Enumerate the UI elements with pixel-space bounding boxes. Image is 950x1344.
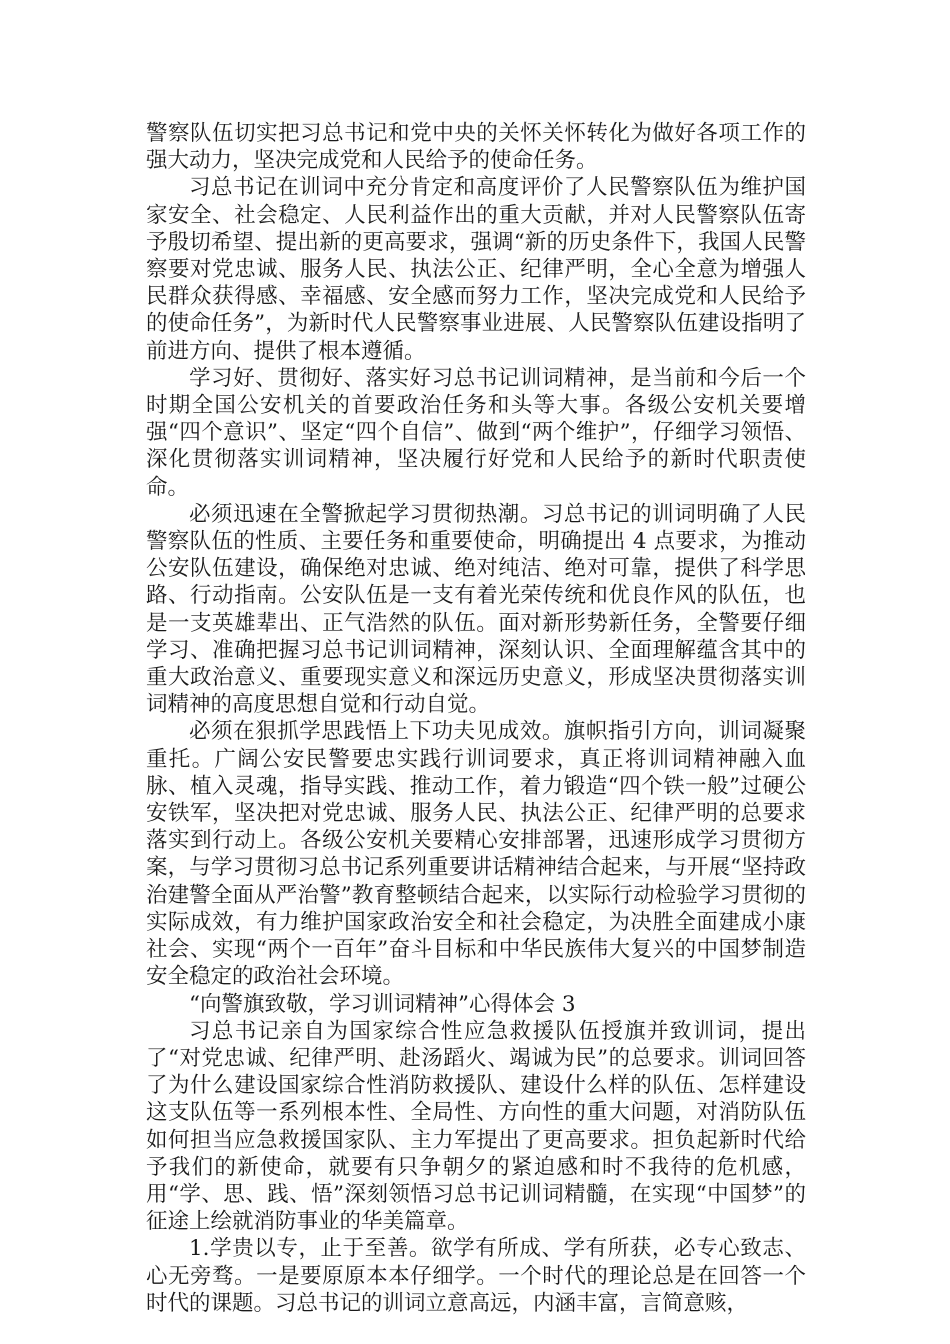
paragraph: 必须在狠抓学思践悟上下功夫见成效。旗帜指引方向，训词凝聚重托。广阔公安民警要忠实践行训词要求，真正将训词精神融入血脉、植入灵魂，指导实践、推动工作，着力锻造“四个铁一般”过硬公安铁军，坚决把对党忠诚、服务人民、执法公正、纪律严明的总要求落实到行动上。各级公安机关要精心安排部署，迅速形成学习贯彻方案，与学习贯彻习总书记系列重要讲话精神结合起来，与开展“坚持政治建警全面从严治警”教育整顿结合起来，以实际行动检验学习贯彻的实际成效，有力维护国家政治安全和社会稳定，为决胜全面建成小康社会、实现“两个一百年”奋斗目标和中华民族伟大复兴的中国梦制造安全稳定的政治社会环境。 [146,719,806,990]
paragraph: 习总书记亲自为国家综合性应急救援队伍授旗并致训词，提出了“对党忠诚、纪律严明、赴汤蹈火、竭诚为民”的总要求。训词回答了为什么建设国家综合性消防救援队、建设什么样的队伍、怎样建设这支队伍等一系列根本性、全局性、方向性的重大问题，对消防队伍如何担当应急救援国家队、主力军提出了更高要求。担负起新时代给予我们的新使命，就要有只争朝夕的紧迫感和时不我待的危机感，用“学、思、践、悟”深刻领悟习总书记训词精髓，在实现“中国梦”的征途上绘就消防事业的华美篇章。 [146,1018,806,1235]
paragraph: 警察队伍切实把习总书记和党中央的关怀关怀转化为做好各项工作的强大动力，坚决完成党和人民给予的使命任务。 [146,121,806,174]
paragraph: 学习好、贯彻好、落实好习总书记训词精神，是当前和今后一个时期全国公安机关的首要政治任务和头等大事。各级公安机关要增强“四个意识”、坚定“四个自信”、做到“两个维护”，仔细学习领悟、深化贯彻落实训词精神，坚决履行好党和人民给予的新时代职责使命。 [146,365,806,500]
paragraph: 1.学贵以专，止于至善。欲学有所成、学有所获，必专心致志、心无旁骛。一是要原原本本仔细学。一个时代的理论总是在回答一个时代的课题。习总书记的训词立意高远，内涵丰富，言简意赅， [146,1236,806,1316]
paragraph: 习总书记在训词中充分肯定和高度评价了人民警察队伍为维护国家安全、社会稳定、人民利益作出的重大贡献，并对人民警察队伍寄予殷切希望、提出新的更高要求，强调“新的历史条件下，我国人民警察要对党忠诚、服务人民、执法公正、纪律严明，全心全意为增强人民群众获得感、幸福感、安全感而努力工作，坚决完成党和人民给予的使命任务”，为新时代人民警察事业进展、人民警察队伍建设指明了前进方向、提供了根本遵循。 [146,175,806,364]
document-body [146,120,806,1317]
paragraph: 必须迅速在全警掀起学习贯彻热潮。习总书记的训词明确了人民警察队伍的性质、主要任务和重要使命，明确提出 4 点要求，为推动公安队伍建设，确保绝对忠诚、绝对纯洁、绝对可靠，提供了科学思路、行动指南。公安队伍是一支有着光荣传统和优良作风的队伍，也是一支英雄辈出、正气浩然的队伍。面对新形势新任务，全警要仔细学习、准确把握习总书记训词精神，深刻认识、全面理解蕴含其中的重大政治意义、重要现实意义和深远历史意义，形成坚决贯彻落实训词精神的高度思想自觉和行动自觉。 [146,501,806,718]
section-heading: “向警旗致敬，学习训词精神”心得体会 3 [189,991,576,1017]
